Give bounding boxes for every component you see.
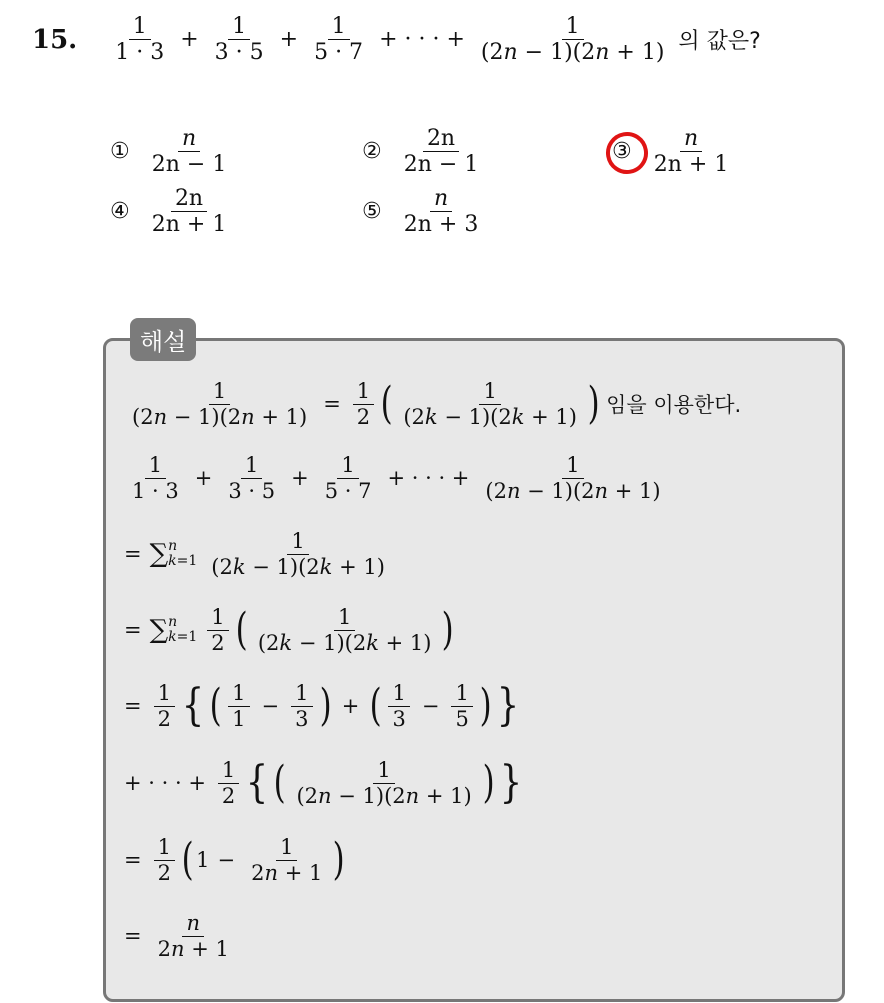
answer-circle-mark	[603, 129, 652, 178]
choice-2-num: 2n	[423, 126, 459, 152]
step-telescope-end: + · · · + $\frac{1}{2}$ { ( $\frac{1}{(2n - 1)(2n + 1)}$ ) }	[124, 757, 523, 808]
choice-5-num: n	[430, 186, 452, 212]
choice-1-den: 2n − 1	[151, 152, 227, 178]
choice-4-den: 2n + 1	[151, 212, 227, 238]
step-sum: $\frac{1}{1 \cdot 3}$ + $\frac{1}{3 \cdot 5}$ + $\frac{1}{5 \cdot 7}$ + · · · + $\frac{1}{(2n - 1)(2n + 1)}$	[132, 453, 661, 503]
choice-1-mark: ①	[110, 139, 130, 165]
choice-3-den: 2n + 1	[653, 152, 729, 178]
choice-4[interactable]	[110, 186, 234, 238]
choice-3-num: n	[680, 126, 702, 152]
choice-2-den: 2n − 1	[403, 152, 479, 178]
explanation-tag: 해설	[130, 318, 196, 361]
explanation-body	[124, 368, 741, 974]
term-1: $\frac{1}{1 \cdot 3}$	[115, 14, 165, 66]
choice-5-mark: ⑤	[362, 199, 382, 225]
term-general: $\frac{1}{(2n - 1)(2n + 1)}$	[480, 14, 665, 66]
step-sigma-half: = ∑ n k=1 $\frac{1}{2}$ ( $\frac{1}{(2k - 1)(2k + 1)}$ )	[124, 604, 455, 655]
step-result: = $\frac{n}{2n + 1}$	[124, 911, 229, 961]
step-telescope: = $\frac{1}{2}$ { ( $\frac{1}{1}$ − $\frac{1}{3}$ ) + ( $\frac{1}{3}$ − $\frac{1}{5}$ ) }	[124, 680, 520, 731]
term-3: $\frac{1}{5 \cdot 7}$	[314, 14, 364, 66]
choice-2-mark: ②	[362, 139, 382, 165]
choice-1[interactable]	[110, 126, 234, 178]
choice-1-num: n	[178, 126, 200, 152]
step-identity: $\frac{1}{(2n - 1)(2n + 1)}$ = $\frac{1}{2}$ ( $\frac{1}{(2k - 1)(2k + 1)}$ ) 임을 이용한다.	[132, 378, 742, 429]
identity-suffix: 임을 이용한다.	[606, 393, 742, 417]
step-sigma: = ∑ n k=1 $\frac{1}{(2k - 1)(2k + 1)}$	[124, 529, 385, 579]
choice-5[interactable]	[362, 186, 486, 238]
choice-5-den: 2n + 3	[403, 212, 479, 238]
choice-2[interactable]	[362, 126, 486, 178]
choice-4-num: 2n	[171, 186, 207, 212]
choice-3-mark: ③	[612, 139, 632, 165]
question-line: 15. $\frac{1}{1 \cdot 3}$ + $\frac{1}{3 \cdot 5}$ + $\frac{1}{5 \cdot 7}$ + · · · + $\frac{1}{(2n - 1)(2n + 1)}$ 의 값은?	[32, 14, 761, 66]
step-simplify: = $\frac{1}{2}$ ( 1 − $\frac{1}{2n + 1}$ )	[124, 834, 345, 885]
question-suffix: 의 값은?	[678, 29, 761, 55]
choice-3[interactable]	[612, 126, 736, 178]
question-number: 15.	[32, 24, 78, 55]
choice-4-mark: ④	[110, 199, 130, 225]
term-2: $\frac{1}{3 \cdot 5}$	[214, 14, 264, 66]
